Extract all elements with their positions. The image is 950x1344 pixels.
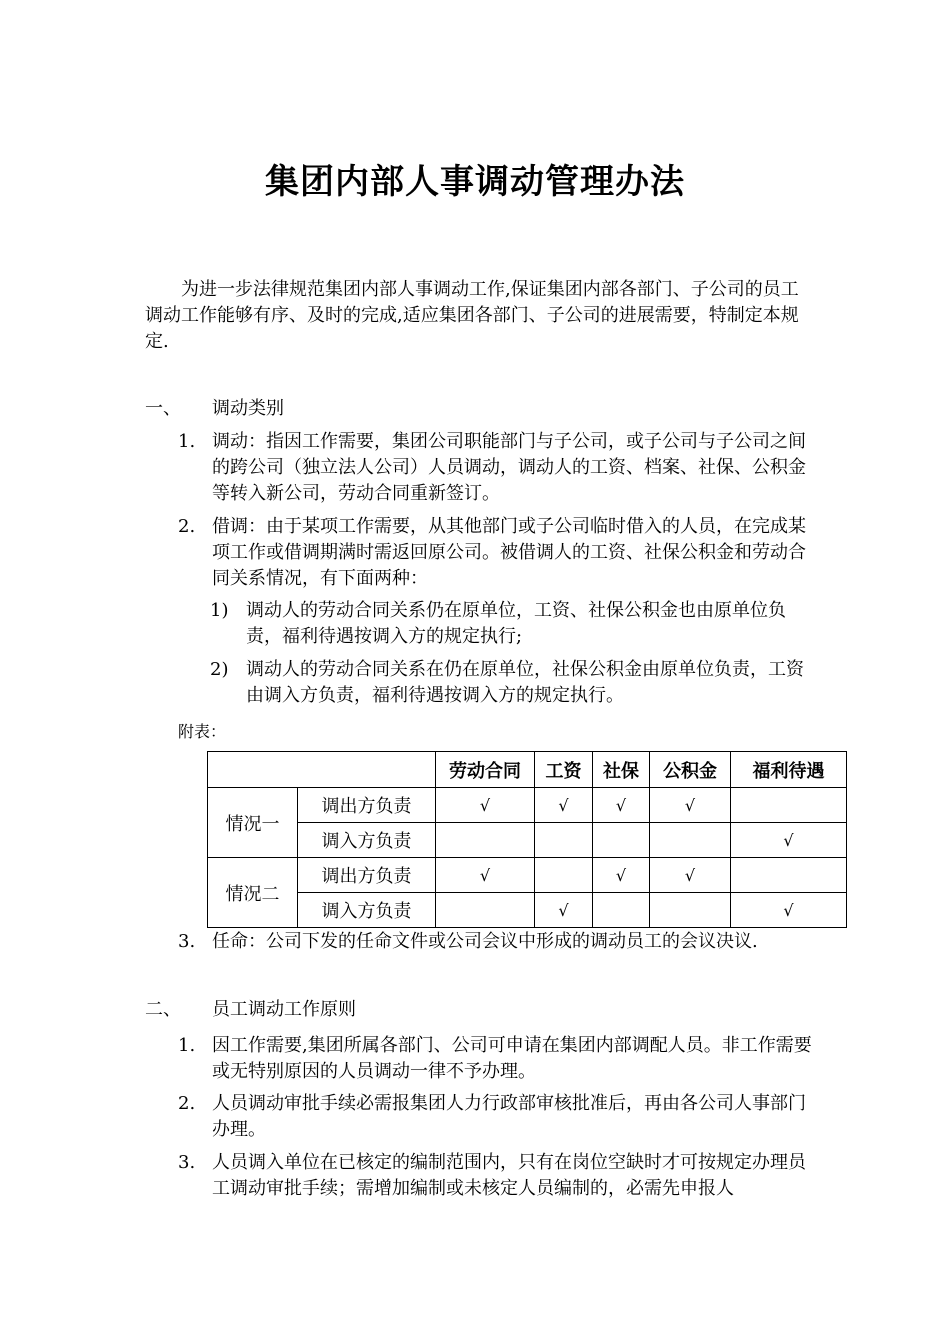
list-item-text: 人员调动审批手续必需报集团人力行政部审核批准后，再由各公司人事部门办理。	[212, 1093, 806, 1140]
intro-paragraph: 为进一步法律规范集团内部人事调动工作,保证集团内部各部门、子公司的员工调动工作能够有序、及时的完成,适应集团各部门、子公司的进展需要，特制定本规定.	[145, 279, 799, 352]
table-header-cell: 工资	[535, 752, 593, 788]
section-2-number: 二、	[145, 999, 181, 1020]
check-cell	[731, 788, 847, 823]
check-cell: √	[650, 788, 731, 823]
section-2-title: 员工调动工作原则	[212, 999, 356, 1020]
check-cell	[535, 858, 593, 893]
table-header-row	[208, 752, 847, 788]
check-cell: √	[436, 788, 535, 823]
list-item-text: 人员调入单位在已核定的编制范围内，只有在岗位空缺时才可按规定办理员工调动审批手续；需增加编制或未核定人员编制的，必需先申报人	[212, 1152, 806, 1199]
table-header-cell: 劳动合同	[436, 752, 535, 788]
role-cell: 调入方负责	[298, 823, 436, 858]
list-item-text: 任命：公司下发的任命文件或公司会议中形成的调动员工的会议决议.	[212, 931, 758, 952]
responsibility-table	[207, 751, 847, 928]
table-row	[208, 823, 847, 858]
check-cell: √	[593, 788, 650, 823]
check-cell: √	[731, 893, 847, 928]
check-cell	[593, 823, 650, 858]
list-item	[178, 1091, 818, 1143]
section-1-title: 调动类别	[212, 398, 284, 419]
list-item-number: 1.	[178, 1035, 196, 1056]
table-caption: 附表：	[178, 722, 227, 741]
list-item-text: 因工作需要,集团所属各部门、公司可申请在集团内部调配人员。非工作需要或无特别原因的人员调动一律不予办理。	[212, 1035, 812, 1082]
check-cell: √	[650, 858, 731, 893]
list-item-number: 3.	[178, 1152, 196, 1173]
check-cell: √	[535, 893, 593, 928]
check-cell	[436, 893, 535, 928]
list-item-number: 2.	[178, 1093, 196, 1114]
table-row	[208, 788, 847, 823]
list-item-text: 调动：指因工作需要，集团公司职能部门与子公司，或子公司与子公司之间的跨公司（独立法人公司）人员调动，调动人的工资、档案、社保、公积金等转入新公司，劳动合同重新签订。	[212, 431, 806, 504]
table-header-cell: 社保	[593, 752, 650, 788]
check-cell: √	[731, 823, 847, 858]
group-label-cell: 情况一	[208, 788, 298, 858]
list-item-number: 3.	[178, 931, 196, 952]
list-item	[178, 1150, 818, 1202]
table-corner-cell	[208, 752, 436, 788]
list-item	[178, 514, 818, 592]
list-item	[178, 429, 818, 507]
section-1-number: 一、	[145, 398, 181, 419]
check-cell: √	[436, 858, 535, 893]
sub-list-item	[210, 598, 810, 650]
document-title: 集团内部人事调动管理办法	[265, 162, 685, 202]
list-item	[178, 1033, 818, 1085]
table-row	[208, 858, 847, 893]
table-header-cell: 公积金	[650, 752, 731, 788]
check-cell	[650, 823, 731, 858]
list-item-number: 2.	[178, 516, 196, 537]
check-cell	[650, 893, 731, 928]
check-cell	[593, 893, 650, 928]
table-header-cell: 福利待遇	[731, 752, 847, 788]
role-cell: 调入方负责	[298, 893, 436, 928]
sub-list-item	[210, 657, 810, 709]
role-cell: 调出方负责	[298, 788, 436, 823]
list-item-text: 借调：由于某项工作需要，从其他部门或子公司临时借入的人员，在完成某项工作或借调期满时需返回原公司。被借调人的工资、社保公积金和劳动合同关系情况，有下面两种：	[212, 516, 806, 589]
check-cell: √	[593, 858, 650, 893]
sub-list-item-number: 1)	[210, 600, 229, 621]
list-item	[178, 929, 818, 955]
group-label-cell: 情况二	[208, 858, 298, 928]
check-cell	[535, 823, 593, 858]
check-cell	[436, 823, 535, 858]
check-cell	[731, 858, 847, 893]
sub-list-item-text: 调动人的劳动合同关系仍在原单位，工资、社保公积金也由原单位负责，福利待遇按调入方的规定执行;	[246, 600, 786, 647]
sub-list-item-number: 2)	[210, 659, 229, 680]
list-item-number: 1.	[178, 431, 196, 452]
sub-list-item-text: 调动人的劳动合同关系在仍在原单位，社保公积金由原单位负责，工资由调入方负责，福利待遇按调入方的规定执行。	[246, 659, 804, 706]
role-cell: 调出方负责	[298, 858, 436, 893]
table-row	[208, 893, 847, 928]
check-cell: √	[535, 788, 593, 823]
